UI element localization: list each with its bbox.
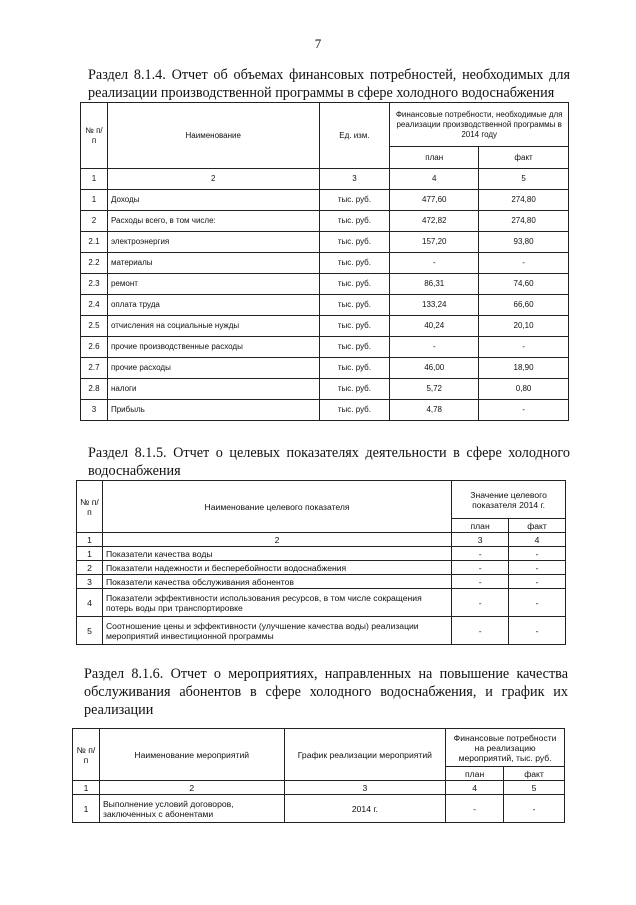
row-name: материалы: [107, 253, 319, 274]
colnum: 1: [81, 169, 108, 190]
row-plan: 4,78: [390, 400, 479, 421]
table-row: [77, 547, 566, 561]
row-name: оплата труда: [107, 295, 319, 316]
colnum: 2: [99, 781, 284, 795]
colnum: 2: [102, 533, 451, 547]
row-fact: -: [509, 547, 566, 561]
colnum: 1: [73, 781, 100, 795]
table-row: [77, 561, 566, 575]
row-schedule: 2014 г.: [284, 795, 446, 823]
row-unit: тыс. руб.: [319, 358, 390, 379]
row-name: Соотношение цены и эффективности (улучшение качества воды) реализации мероприятий инвестиционной программы: [102, 617, 451, 645]
header-finance: Финансовые потребности, необходимые для реализации производственной программы в 2014 году: [390, 103, 569, 147]
row-fact: -: [509, 589, 566, 617]
row-name: налоги: [107, 379, 319, 400]
section-title: Раздел 8.1.6. Отчет о мероприятиях, направленных на повышение качества обслуживания абонентов в сфере холодного водоснабжения, и график их реализации: [84, 666, 568, 718]
row-unit: тыс. руб.: [319, 316, 390, 337]
header-name: Наименование мероприятий: [99, 729, 284, 781]
row-unit: тыс. руб.: [319, 253, 390, 274]
row-num: 1: [77, 547, 103, 561]
table-row: [81, 295, 569, 316]
header-schedule: График реализации мероприятий: [284, 729, 446, 781]
row-unit: тыс. руб.: [319, 190, 390, 211]
colnum: 2: [107, 169, 319, 190]
row-num: 2: [81, 211, 108, 232]
header-num: № п/п: [77, 481, 103, 533]
row-fact: -: [509, 575, 566, 589]
row-num: 2.7: [81, 358, 108, 379]
row-plan: 86,31: [390, 274, 479, 295]
section-title: Раздел 8.1.5. Отчет о целевых показателях деятельности в сфере холодного водоснабжения: [88, 445, 570, 479]
colnum: 5: [479, 169, 569, 190]
row-plan: 133,24: [390, 295, 479, 316]
row-name: прочие производственные расходы: [107, 337, 319, 358]
table-row: [81, 190, 569, 211]
table-row: [81, 211, 569, 232]
measures-table: [72, 728, 565, 823]
row-name: Показатели надежности и бесперебойности водоснабжения: [102, 561, 451, 575]
row-num: 3: [77, 575, 103, 589]
colnum: 3: [452, 533, 509, 547]
row-name: Расходы всего, в том числе:: [107, 211, 319, 232]
row-name: электроэнергия: [107, 232, 319, 253]
row-plan: -: [390, 337, 479, 358]
table-row: [81, 253, 569, 274]
row-fact: 20,10: [479, 316, 569, 337]
row-num: 2.8: [81, 379, 108, 400]
row-fact: 74,60: [479, 274, 569, 295]
table-row: [81, 358, 569, 379]
row-unit: тыс. руб.: [319, 337, 390, 358]
row-fact: -: [509, 561, 566, 575]
row-num: 2: [77, 561, 103, 575]
row-plan: 46,00: [390, 358, 479, 379]
row-num: 1: [73, 795, 100, 823]
header-name: Наименование: [107, 103, 319, 169]
row-name: ремонт: [107, 274, 319, 295]
header-fact: факт: [479, 147, 569, 169]
header-unit: Ед. изм.: [319, 103, 390, 169]
row-unit: тыс. руб.: [319, 379, 390, 400]
colnum: 3: [319, 169, 390, 190]
row-num: 2.2: [81, 253, 108, 274]
row-fact: 66,60: [479, 295, 569, 316]
row-plan: 157,20: [390, 232, 479, 253]
row-num: 4: [77, 589, 103, 617]
row-plan: -: [452, 561, 509, 575]
row-num: 2.3: [81, 274, 108, 295]
row-plan: -: [390, 253, 479, 274]
header-fact: факт: [504, 767, 565, 781]
header-finance: Финансовые потребности на реализацию мероприятий, тыс. руб.: [446, 729, 565, 767]
row-fact: 18,90: [479, 358, 569, 379]
table-row: [77, 575, 566, 589]
row-fact: 0,80: [479, 379, 569, 400]
row-num: 5: [77, 617, 103, 645]
header-name: Наименование целевого показателя: [102, 481, 451, 533]
row-unit: тыс. руб.: [319, 295, 390, 316]
table-row: [81, 316, 569, 337]
row-unit: тыс. руб.: [319, 211, 390, 232]
section-title: Раздел 8.1.4. Отчет об объемах финансовых потребностей, необходимых для реализации производственной программы в сфере холодного водоснабжения: [88, 67, 570, 101]
table-row: [81, 232, 569, 253]
colnum: 1: [77, 533, 103, 547]
table-row: [81, 274, 569, 295]
row-fact: -: [479, 400, 569, 421]
row-plan: -: [452, 617, 509, 645]
table-row: [81, 379, 569, 400]
row-num: 1: [81, 190, 108, 211]
table-row: [81, 400, 569, 421]
finance-needs-table: [80, 102, 569, 421]
row-num: 2.5: [81, 316, 108, 337]
row-fact: 274,80: [479, 190, 569, 211]
header-plan: план: [446, 767, 504, 781]
colnum: 4: [390, 169, 479, 190]
table-row: [73, 795, 565, 823]
colnum: 5: [504, 781, 565, 795]
header-plan: план: [390, 147, 479, 169]
row-num: 3: [81, 400, 108, 421]
page-number: 7: [314, 36, 322, 51]
row-plan: 477,60: [390, 190, 479, 211]
row-name: Доходы: [107, 190, 319, 211]
row-name: Показатели эффективности использования ресурсов, в том числе сокращения потерь воды при транспортировке: [102, 589, 451, 617]
header-fact: факт: [509, 519, 566, 533]
row-fact: -: [479, 337, 569, 358]
colnum: 3: [284, 781, 446, 795]
row-name: Прибыль: [107, 400, 319, 421]
header-num: № п/п: [73, 729, 100, 781]
row-fact: -: [504, 795, 565, 823]
row-plan: -: [452, 547, 509, 561]
row-name: Выполнение условий договоров, заключенных с абонентами: [99, 795, 284, 823]
table-row: [77, 589, 566, 617]
row-fact: 274,80: [479, 211, 569, 232]
row-plan: -: [452, 589, 509, 617]
target-indicators-table: [76, 480, 566, 645]
row-name: отчисления на социальные нужды: [107, 316, 319, 337]
header-plan: план: [452, 519, 509, 533]
header-value: Значение целевого показателя 2014 г.: [452, 481, 566, 519]
header-num: № п/п: [81, 103, 108, 169]
row-name: Показатели качества воды: [102, 547, 451, 561]
row-plan: -: [452, 575, 509, 589]
row-plan: -: [446, 795, 504, 823]
table-row: [81, 337, 569, 358]
row-name: Показатели качества обслуживания абонентов: [102, 575, 451, 589]
row-name: прочие расходы: [107, 358, 319, 379]
row-num: 2.1: [81, 232, 108, 253]
row-plan: 40,24: [390, 316, 479, 337]
row-num: 2.6: [81, 337, 108, 358]
row-unit: тыс. руб.: [319, 400, 390, 421]
table-row: [77, 617, 566, 645]
row-fact: -: [509, 617, 566, 645]
colnum: 4: [509, 533, 566, 547]
row-unit: тыс. руб.: [319, 274, 390, 295]
row-fact: 93,80: [479, 232, 569, 253]
colnum: 4: [446, 781, 504, 795]
row-plan: 472,82: [390, 211, 479, 232]
row-plan: 5,72: [390, 379, 479, 400]
row-unit: тыс. руб.: [319, 232, 390, 253]
row-num: 2.4: [81, 295, 108, 316]
row-fact: -: [479, 253, 569, 274]
